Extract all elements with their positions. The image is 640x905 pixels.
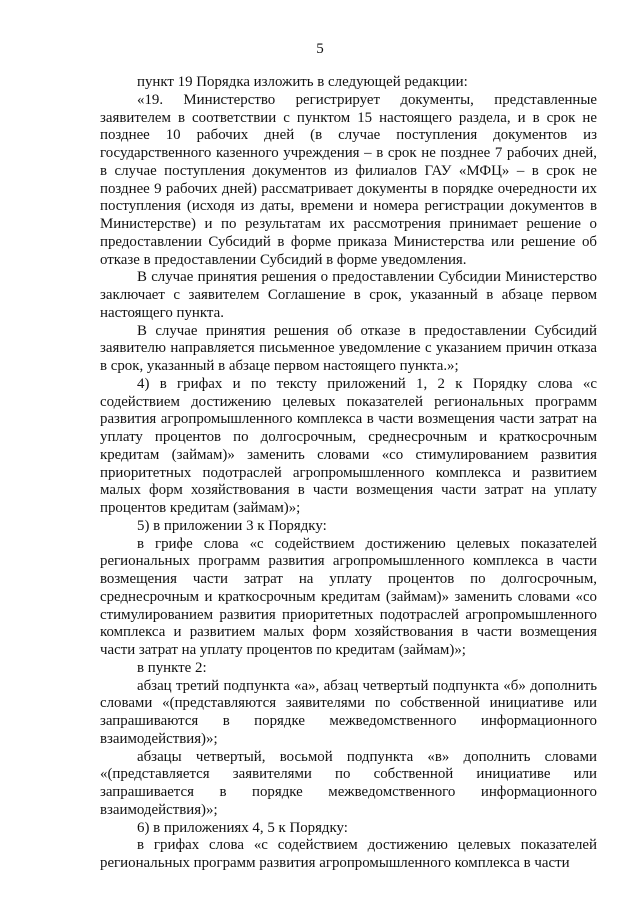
paragraph-item-refusal: В случае принятия решения об отказе в предоставлении Субсидий заявителю направляется письменное уведомление с указанием причин отказа в срок, указанный в абзаце первом настоящего пункта.»; bbox=[100, 322, 597, 374]
paragraph-item-appendix-4-5-stamps: в грифах слова «с содействием достижению целевых показателей региональных программ развития агропромышленного комплекса в части bbox=[100, 837, 597, 871]
paragraph-item-appendix-3-stamp: в грифе слова «с содействием достижению целевых показателей региональных программ развития агропромышленного комплекса в части возмещения части затрат на уплату процентов по долгосрочным, среднесрочным и краткосрочным кредитам (займам)» заменить словами «со стимулированием развития приоритетных подотраслей агропромышленного комплекса и развитием малых форм хозяйствования в части возмещения части затрат на уплату процентов по кредитам (займам)»; bbox=[100, 535, 597, 658]
paragraph-item-point-2: в пункте 2: bbox=[137, 659, 207, 676]
paragraph-item-agreement: В случае принятия решения о предоставлении Субсидии Министерство заключает с заявителем Соглашение в срок, указанный в абзаце первом настоящего пункта. bbox=[100, 269, 597, 321]
paragraph-item-amendment-6: 6) в приложениях 4, 5 к Порядку: bbox=[137, 819, 348, 836]
paragraph-item-point-19: «19. Министерство регистрирует документы, представленные заявителем в соответствии с пунктом 15 настоящего раздела, и в срок не позднее 10 рабочих дней (в случае поступления документов из государственного казенного учреждения – в срок не позднее 7 рабочих дней, в случае поступления документов из филиалов ГАУ «МФЦ» – в срок не позднее 9 рабочих дней) рассматривает документы в порядке очередности их поступления (исходя из даты, времени и номера регистрации документов в Министерстве) и по результатам их рассмотрения принимает решение о предоставлении Субсидий в форме приказа Министерства или решение об отказе в предоставлении Субсидий в форме уведомления. bbox=[100, 91, 597, 268]
paragraph-item-subpoints-a-b: абзац третий подпункта «а», абзац четвертый подпункта «б» дополнить словами «(представляются заявителями по собственной инициативе или запрашиваются в порядке межведомственного информационного взаимодействия)»; bbox=[100, 677, 597, 747]
page-number: 5 bbox=[316, 41, 324, 57]
paragraph-item-subpoint-v: абзацы четвертый, восьмой подпункта «в» дополнить словами «(представляется заявителями по собственной инициативе или запрашивается в порядке межведомственного информационного взаимодействия)»; bbox=[100, 748, 597, 818]
paragraph-item-amendment-4: 4) в грифах и по тексту приложений 1, 2 к Порядку слова «с содействием достижению целевых показателей региональных программ развития агропромышленного комплекса в части возмещения части затрат на уплату процентов по долгосрочным, среднесрочным и краткосрочным кредитам (займам)» заменить словами «со стимулированием развития приоритетных подотраслей агропромышленного комплекса и развитием малых форм хозяйствования в части возмещения части затрат на уплату процентов кредитам (займам)»; bbox=[100, 375, 597, 516]
document-body bbox=[100, 74, 597, 873]
paragraph-item-amendment-5: 5) в приложении 3 к Порядку: bbox=[137, 517, 327, 534]
paragraph-item-intro: пункт 19 Порядка изложить в следующей редакции: bbox=[137, 74, 468, 90]
